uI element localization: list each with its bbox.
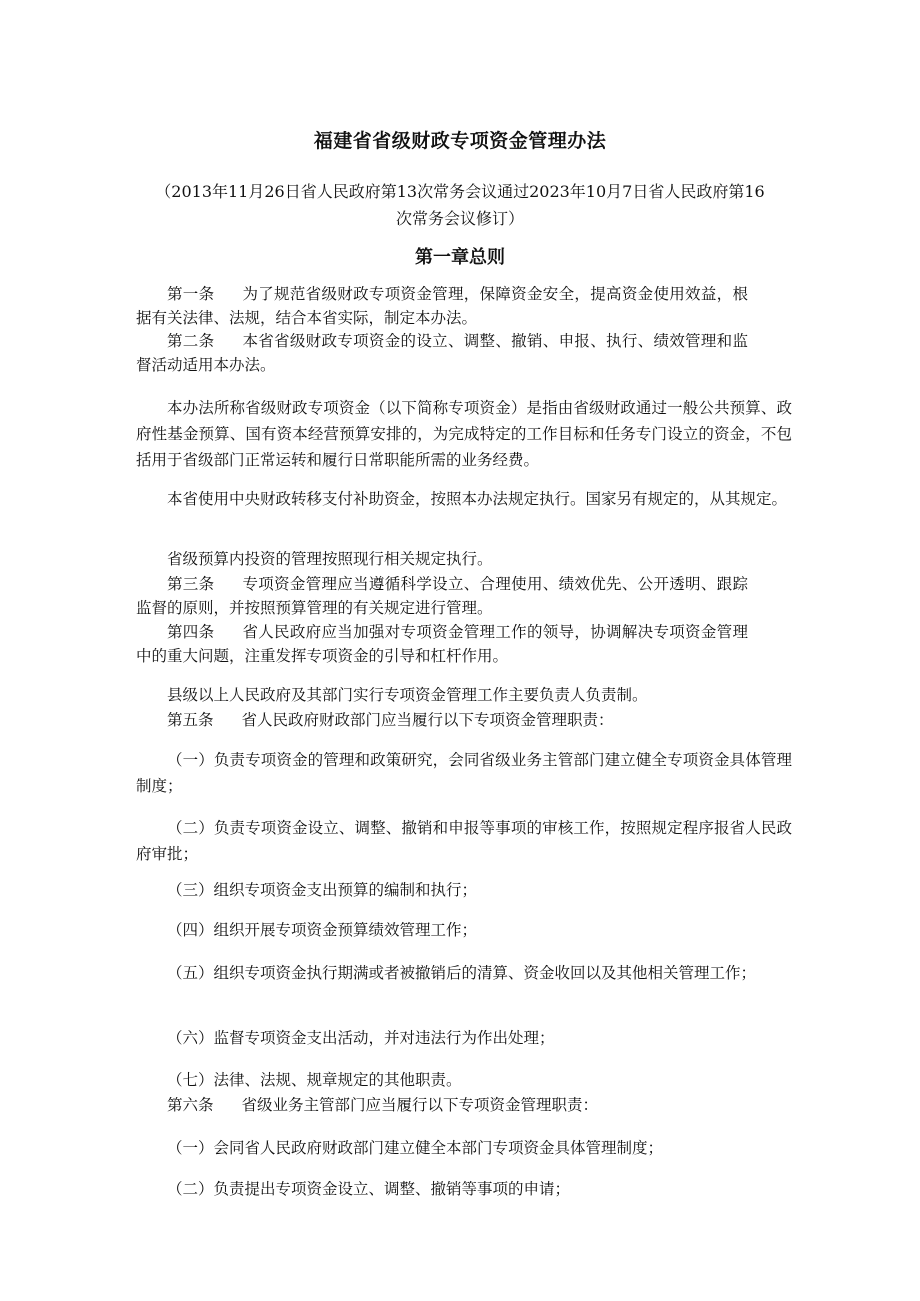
list-item: （六）监督专项资金支出活动，并对违法行为作出处理；	[167, 1029, 555, 1047]
paragraph: 省级预算内投资的管理按照现行相关规定执行。	[167, 550, 493, 568]
article-text: 省级业务主管部门应当履行以下专项资金管理职责：	[241, 1096, 599, 1114]
article-label: 第五条	[167, 711, 214, 729]
article-label: 第三条	[167, 575, 215, 593]
list-item: （五）组织专项资金执行期满或者被撤销后的清算、资金收回以及其他相关管理工作；	[167, 964, 757, 982]
article-4	[136, 620, 748, 668]
article-text: 省人民政府财政部门应当履行以下专项资金管理职责：	[241, 711, 614, 729]
document-title: 福建省省级财政专项资金管理办法	[313, 130, 607, 152]
article-label: 第六条	[167, 1096, 214, 1114]
article-6	[136, 1093, 792, 1117]
list-item: （二）负责专项资金设立、调整、撤销和申报等事项的审核工作，按照规定程序报省人民政府审批；	[136, 819, 792, 863]
article-label: 第二条	[167, 332, 215, 350]
list-item: （二）负责提出专项资金设立、调整、撤销等事项的申请；	[167, 1180, 571, 1198]
article-text: 省人民政府应当加强对专项资金管理工作的领导，协调解决专项资金管理中的重大问题，注重发挥专项资金的引导和杠杆作用。	[136, 623, 748, 665]
paragraph: 本省使用中央财政转移支付补助资金，按照本办法规定执行。国家另有规定的，从其规定。	[167, 490, 788, 508]
list-item: （七）法律、法规、规章规定的其他职责。	[167, 1071, 462, 1089]
article-text: 为了规范省级财政专项资金管理，保障资金安全，提高资金使用效益，根据有关法律、法规，结合本省实际，制定本办法。	[136, 285, 748, 327]
list-item: （一）会同省人民政府财政部门建立健全本部门专项资金具体管理制度；	[167, 1139, 664, 1157]
document-subtitle: （2013年11月26日省人民政府第13次常务会议通过2023年10月7日省人民政府第16次常务会议修订）	[155, 182, 765, 228]
paragraph: 县级以上人民政府及其部门实行专项资金管理工作主要负责人负责制。	[167, 686, 648, 704]
article-text: 专项资金管理应当遵循科学设立、合理使用、绩效优先、公开透明、跟踪监督的原则，并按照预算管理的有关规定进行管理。	[136, 575, 748, 617]
article-1	[136, 282, 748, 330]
chapter-heading: 第一章总则	[415, 247, 505, 268]
list-item: （四）组织开展专项资金预算绩效管理工作；	[167, 921, 478, 939]
article-label: 第四条	[167, 623, 215, 641]
article-3	[136, 572, 748, 620]
article-text: 本省省级财政专项资金的设立、调整、撤销、申报、执行、绩效管理和监督活动适用本办法。	[136, 332, 748, 374]
list-item: （一）负责专项资金的管理和政策研究，会同省级业务主管部门建立健全专项资金具体管理制度；	[136, 751, 792, 795]
list-item: （三）组织专项资金支出预算的编制和执行；	[167, 881, 478, 899]
article-label: 第一条	[167, 285, 215, 303]
article-2	[136, 329, 748, 377]
paragraph: 本办法所称省级财政专项资金（以下简称专项资金）是指由省级财政通过一般公共预算、政府性基金预算、国有资本经营预算安排的，为完成特定的工作目标和任务专门设立的资金，不包括用于省级部门正常运转和履行日常职能所需的业务经费。	[136, 399, 792, 469]
article-5	[136, 708, 792, 732]
